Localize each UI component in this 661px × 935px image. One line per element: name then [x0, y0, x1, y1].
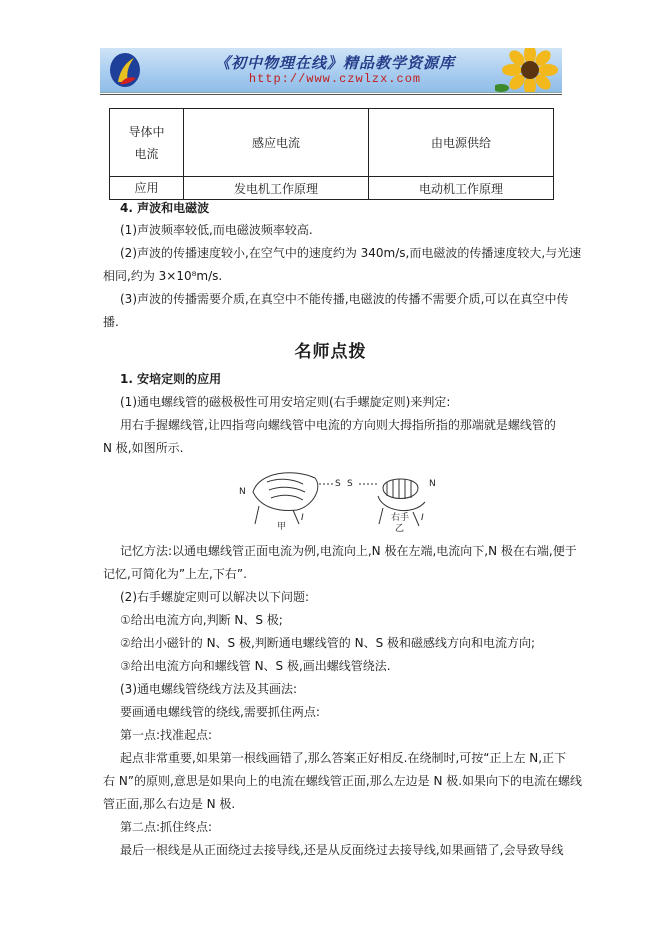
- paragraph: (2)右手螺旋定则可以解决以下问题:: [120, 590, 310, 604]
- solenoid-figure: [233, 462, 448, 532]
- paragraph: N 极,如图所示.: [103, 441, 184, 455]
- paragraph: 要画通电螺线管的绕线,需要抓住两点:: [120, 705, 320, 719]
- header-divider: [100, 94, 562, 95]
- paragraph: (1)通电螺线管的磁极极性可用安培定则(右手螺旋定则)来判定:: [120, 395, 451, 409]
- figure-label: I: [301, 513, 304, 523]
- paragraph: 最后一根线是从正面绕过去接导线,还是从反面绕过去接导线,如果画错了,会导致导线: [120, 843, 564, 857]
- section-heading: 1. 安培定则的应用: [120, 372, 222, 386]
- table-row: [110, 177, 554, 200]
- figure-label: S: [335, 479, 341, 489]
- figure-label: N: [429, 479, 436, 489]
- list-marker: ③: [120, 659, 131, 673]
- figure-label: 乙: [395, 524, 405, 532]
- comparison-table: [109, 108, 554, 200]
- paragraph: (1)声波频率较低,而电磁波频率较高.: [120, 223, 313, 237]
- list-item: [120, 658, 391, 674]
- header-banner: [100, 48, 562, 93]
- figure-label: S: [347, 479, 353, 489]
- figure-label: N: [239, 487, 246, 497]
- banner-url: http://www.czwlzx.com: [248, 72, 422, 86]
- sunflower-icon: [495, 48, 562, 92]
- paragraph: 记忆,可简化为”上左,下右”.: [103, 567, 247, 581]
- figure-label: 甲: [277, 522, 287, 532]
- paragraph: 管正面,那么右边是 N 极.: [103, 797, 236, 811]
- list-item: [120, 635, 535, 651]
- banner-title: 《初中物理在线》精品教学资源库: [214, 54, 455, 72]
- table-cell: 应用: [110, 177, 184, 200]
- list-marker: ②: [120, 636, 131, 650]
- paragraph: 播.: [103, 315, 119, 329]
- list-marker: ①: [120, 613, 131, 627]
- paragraph: 第一点:找准起点:: [120, 728, 213, 742]
- paragraph: (2)声波的传播速度较小,在空气中的速度约为 340m/s,而电磁波的传播速度较大,与光速: [120, 246, 582, 260]
- paragraph: 起点非常重要,如果第一根线画错了,那么答案正好相反.在绕制时,可按“正上左 N,正下: [120, 751, 567, 765]
- table-cell: 电动机工作原理: [369, 177, 554, 200]
- figure-label: 右手: [391, 513, 410, 523]
- paragraph: 相同,约为 3×10⁸m/s.: [103, 269, 223, 283]
- list-item-text: 给出电流方向,判断 N、S 极;: [130, 613, 283, 627]
- list-item-text: 给出电流方向和螺线管 N、S 极,画出螺线管绕法.: [130, 659, 391, 673]
- table-cell: 导体中 电流: [110, 109, 184, 177]
- figure-label: I: [421, 513, 424, 523]
- paragraph: 用右手握螺线管,让四指弯向螺线管中电流的方向则大拇指所指的那端就是螺线管的: [120, 418, 556, 432]
- section-heading: 4. 声波和电磁波: [120, 201, 210, 215]
- table-cell: 发电机工作原理: [184, 177, 369, 200]
- table-cell: 感应电流: [184, 109, 369, 177]
- logo-icon: [108, 52, 142, 88]
- paragraph: 右 N”的原则,意思是如果向上的电流在螺线管正面,那么左边是 N 极.如果向下的电流在螺线: [103, 774, 583, 788]
- list-item: [120, 612, 283, 628]
- table-cell: 由电源供给: [369, 109, 554, 177]
- paragraph: (3)通电螺线管绕线方法及其画法:: [120, 682, 298, 696]
- list-item-text: 给出小磁针的 N、S 极,判断通电螺线管的 N、S 极和磁感线方向和电流方向;: [130, 636, 536, 650]
- table-row: [110, 109, 554, 177]
- paragraph: 第二点:抓住终点:: [120, 820, 213, 834]
- section-title: 名师点拨: [294, 342, 367, 362]
- paragraph: (3)声波的传播需要介质,在真空中不能传播,电磁波的传播不需要介质,可以在真空中传: [120, 292, 569, 306]
- paragraph: 记忆方法:以通电螺线管正面电流为例,电流向上,N 极在左端,电流向下,N 极在右端,便于: [120, 544, 577, 558]
